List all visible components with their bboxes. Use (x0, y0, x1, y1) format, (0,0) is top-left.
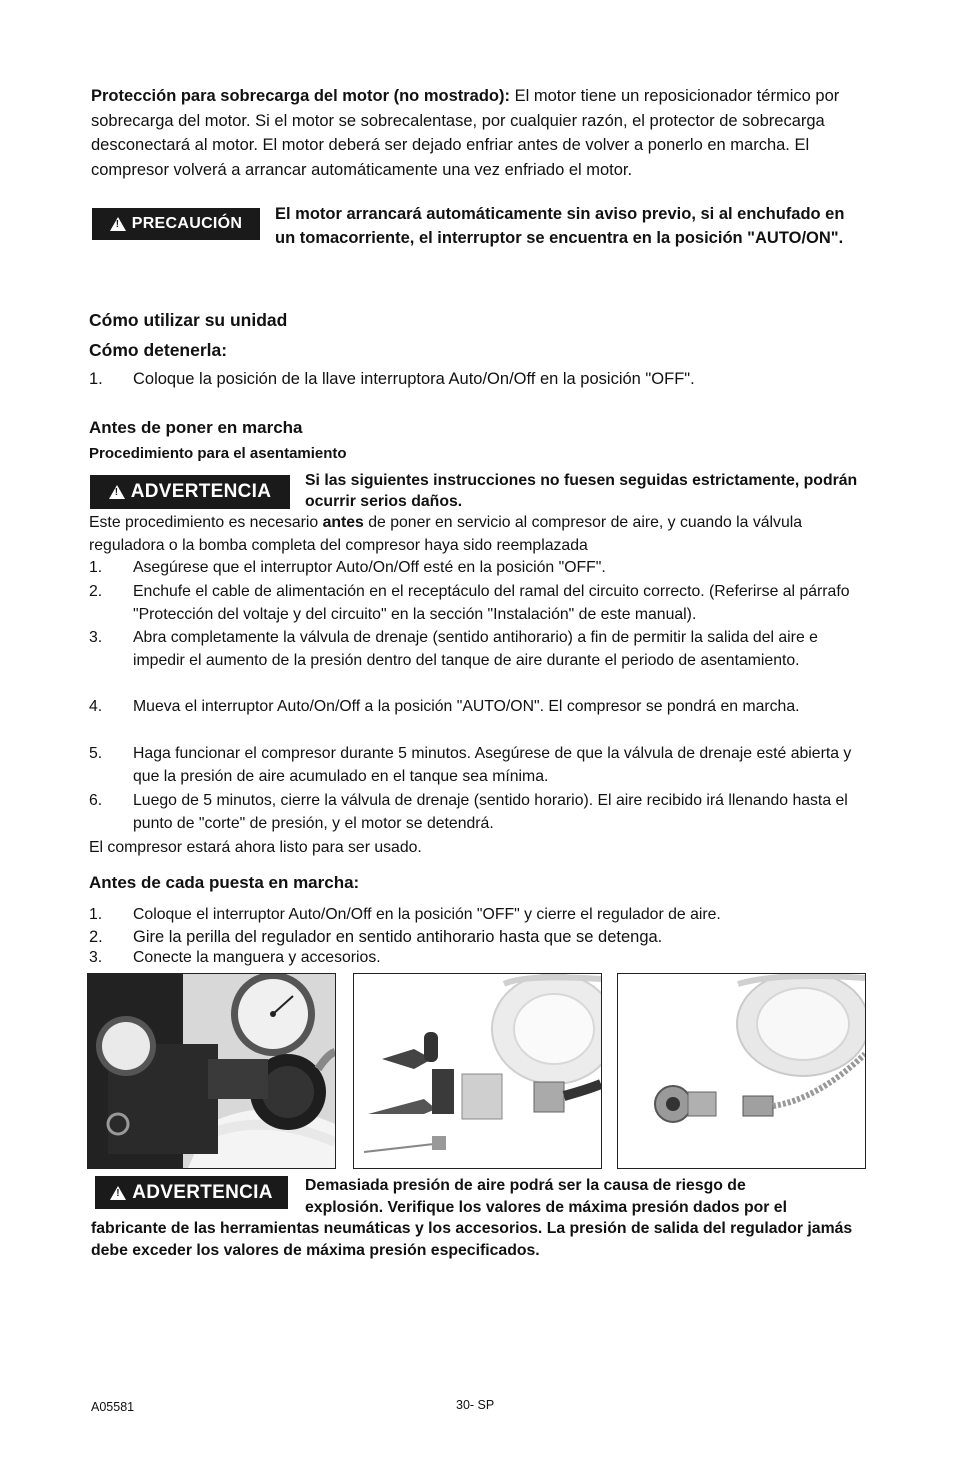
warning-badge-2-label: ADVERTENCIA (132, 1181, 273, 1203)
bottom-warning-rest: fabricante de las herramientas neumáticas y los accesorios. La presión de salida del regulador jamás debe exceder los valores de máxima presión especificados. (91, 1220, 853, 1259)
regulator-photo (87, 973, 336, 1169)
each-step-2: Gire la perilla del regulador en sentido antihorario hasta que se detenga. (133, 928, 663, 946)
overload-text: El motor tiene un reposicionador térmico por sobrecarga del motor. Si el motor se sobrecalentase, por cualquier razón, el protector de sobrecarga desconectará al motor. El motor deberá ser dejado enfriar antes de volver a ponerlo en marcha. El compresor volverá a arrancar automáticamente una vez enfriado el motor. (91, 87, 840, 179)
each-step-num-3: 3. (89, 949, 103, 966)
ready-text: El compresor estará ahora listo para ser usado. (89, 839, 422, 856)
warning-triangle-icon (110, 217, 126, 231)
stop-step-num: 1. (89, 370, 103, 388)
seating-step-1: Asegúrese que el interruptor Auto/On/Off esté en la posición "OFF". (133, 559, 606, 576)
stop-heading: Cómo detenerla: (89, 340, 228, 360)
seating-step-6: Luego de 5 minutos, cierre la válvula de drenaje (sentido horario). El aire recibido irá llenando hasta el punto de "corte" de presión, y el motor se detendrá. (133, 792, 848, 832)
seating-step-2: Enchufe el cable de alimentación en el receptáculo del ramal del circuito correcto. (Referirse al párrafo "Protección del voltaje y del circuito" en la sección "Instalación" de este manual). (133, 583, 850, 623)
accessories-illustration (354, 974, 601, 1168)
usage-heading: Cómo utilizar su unidad (89, 310, 288, 330)
caution-text: El motor arrancará automáticamente sin aviso previo, si al enchufado en un tomacorriente, el interruptor se encuentra en la posición "AUTO/ON". (275, 205, 845, 247)
chuck-illustration (618, 974, 865, 1168)
seating-step-num-5: 5. (89, 745, 103, 762)
seating-step-3: Abra completamente la válvula de drenaje (sentido antihorario) a fin de permitir la salida del aire e impedir el aumento de la presión dentro del tanque de aire durante el periodo de asentamiento. (133, 629, 818, 669)
warning-text-1: Si las siguientes instrucciones no fuesen seguidas estrictamente, podrán ocurrir serios daños. (305, 472, 858, 510)
warning-badge-2 (95, 1176, 288, 1209)
seating-step-num-6: 6. (89, 792, 103, 809)
caution-badge (92, 208, 260, 240)
seating-step-num-3: 3. (89, 629, 103, 646)
page-number: 30- SP (456, 1398, 495, 1412)
each-step-1: Coloque el interruptor Auto/On/Off en la posición "OFF" y cierre el regulador de aire. (133, 906, 721, 923)
overload-paragraph (91, 84, 861, 182)
seating-step-num-1: 1. (89, 559, 103, 576)
overload-label: Protección para sobrecarga del motor (no mostrado): (91, 87, 510, 105)
warning-triangle-icon (109, 485, 125, 499)
intro-pre: Este procedimiento es necesario (89, 514, 323, 531)
warning-triangle-icon (110, 1186, 126, 1200)
before-start-heading: Antes de poner en marcha (89, 418, 303, 437)
seating-intro (89, 512, 859, 557)
accessories-photo (353, 973, 602, 1169)
caution-badge-label: PRECAUCIÓN (131, 215, 243, 232)
warning-badge-1-label: ADVERTENCIA (130, 481, 272, 502)
bottom-warning-line2: explosión. Verifique los valores de máxima presión dados por el (305, 1199, 787, 1216)
each-step-num-1: 1. (89, 906, 103, 923)
seating-step-num-4: 4. (89, 698, 103, 715)
seating-step-5: Haga funcionar el compresor durante 5 minutos. Asegúrese de que la válvula de drenaje esté abierta y que la presión de aire acumulado en el tanque sea mínima. (133, 745, 852, 785)
regulator-illustration (88, 974, 335, 1168)
each-step-3: Conecte la manguera y accesorios. (133, 949, 381, 966)
stop-step-1: Coloque la posición de la llave interruptora Auto/On/Off en la posición "OFF". (133, 370, 695, 388)
intro-post: de poner en servicio al compresor de aire, y cuando la válvula reguladora o la bomba completa del compresor haya sido reemplazada (89, 514, 803, 554)
bottom-warning-line1: Demasiada presión de aire podrá ser la causa de riesgo de (305, 1177, 746, 1194)
seating-step-4: Mueva el interruptor Auto/On/Off a la posición "AUTO/ON". El compresor se pondrá en marcha. (133, 698, 800, 715)
each-step-num-2: 2. (89, 928, 103, 946)
each-start-heading: Antes de cada puesta en marcha: (89, 873, 360, 892)
seating-subheading: Procedimiento para el asentamiento (89, 445, 347, 462)
seating-step-num-2: 2. (89, 583, 103, 600)
intro-bold: antes (322, 514, 364, 531)
document-code: A05581 (91, 1400, 135, 1414)
chuck-photo (617, 973, 866, 1169)
warning-badge-1 (90, 475, 290, 509)
